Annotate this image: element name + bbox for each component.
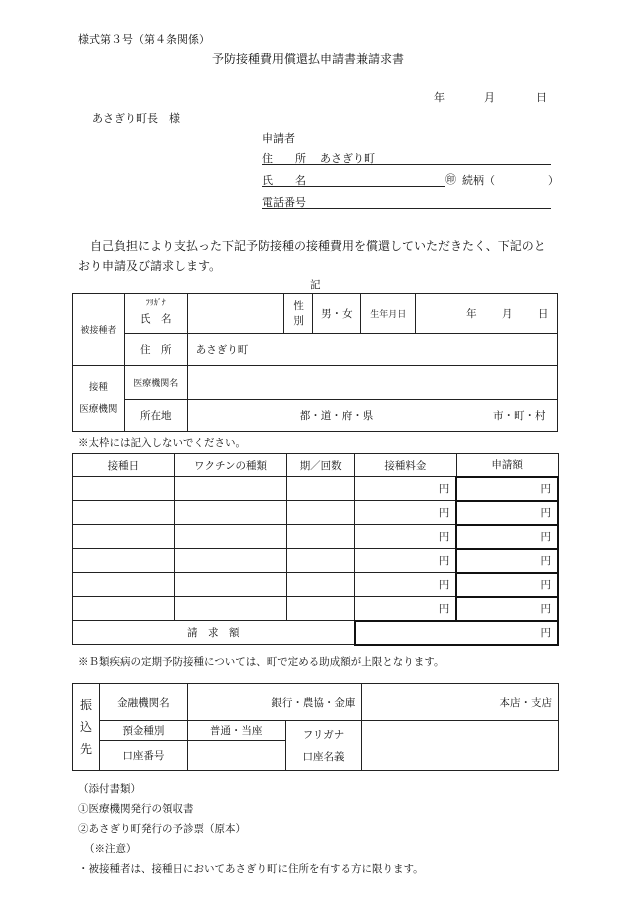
vaccine-cell[interactable] — [174, 501, 287, 525]
prefecture-options: 都・道・府・県 — [299, 410, 374, 422]
recipient-label-cell — [73, 294, 125, 366]
address-label-cell — [124, 334, 187, 366]
furigana-name-label-cell — [124, 294, 187, 334]
account-number-input-cell[interactable] — [187, 741, 285, 771]
yen-unit: 円 — [438, 579, 450, 591]
date-day: 日 — [536, 91, 547, 104]
intro-line-2: おり申請及び請求します。 — [78, 259, 222, 273]
dob-year: 年 — [466, 308, 477, 320]
transfer-side-label — [73, 684, 100, 771]
sex-label-cell — [284, 294, 313, 334]
ki-mark: 記 — [310, 279, 321, 291]
side-label-3: 先 — [79, 742, 92, 756]
bank-table — [72, 683, 559, 771]
table-row — [73, 549, 559, 573]
holder-label-cell — [285, 721, 362, 771]
applicant-name-label: 氏 名 — [262, 174, 306, 187]
vaccine-cell[interactable] — [174, 477, 287, 501]
total-row — [73, 621, 559, 645]
sex-label: 性別 — [293, 299, 304, 327]
location-label-cell — [124, 400, 187, 432]
relation-close: ） — [548, 174, 559, 187]
amount-cell — [456, 477, 558, 501]
side-label-2: 込 — [79, 720, 92, 734]
branch-input-cell[interactable] — [362, 684, 559, 721]
form-number: 様式第３号（第４条関係） — [78, 33, 210, 46]
yen-unit: 円 — [540, 555, 551, 567]
bank-types: 銀行・農協・金庫 — [271, 696, 356, 709]
yen-unit: 円 — [438, 602, 450, 615]
yen-unit: 円 — [438, 531, 450, 543]
furigana-label: ﾌﾘｶﾞﾅ — [145, 298, 166, 307]
clinic-label-2: 医療機関 — [79, 403, 118, 415]
relation-label: 続柄（ — [462, 174, 495, 187]
dose-cell[interactable] — [287, 573, 355, 597]
seal-mark: ㊞ — [445, 173, 456, 186]
yen-unit: 円 — [540, 579, 551, 591]
dose-cell[interactable] — [287, 501, 355, 525]
yen-unit: 円 — [540, 627, 551, 639]
account-type-label-cell — [99, 721, 187, 741]
page-title: 予防接種費用償還払申請書兼請求書 — [212, 52, 405, 66]
intro-line-1: 自己負担により支払った下記予防接種の接種費用を償還していただきたく、下記のと — [90, 239, 546, 253]
date-cell[interactable] — [73, 597, 175, 621]
dose-cell[interactable] — [287, 477, 355, 501]
applicant-address-value: あさぎり町 — [320, 152, 375, 165]
name-label: 氏 名 — [140, 313, 172, 325]
header-date — [73, 454, 175, 477]
date-cell[interactable] — [73, 477, 175, 501]
recipient-address-cell[interactable] — [187, 334, 557, 366]
attachments-heading: （添付書類） — [78, 783, 141, 795]
fee-cell[interactable] — [355, 477, 457, 501]
dose-cell[interactable] — [287, 525, 355, 549]
table-row — [73, 501, 559, 525]
name-input-cell[interactable] — [187, 294, 284, 334]
date-cell[interactable] — [73, 573, 175, 597]
account-type-options: 普通・当座 — [209, 725, 263, 737]
bank-name-label-cell — [99, 684, 187, 721]
attachment-item-2: ②あさぎり町発行の予診票（原本） — [78, 823, 246, 835]
dob-month: 月 — [502, 308, 513, 320]
date-year: 年 — [434, 91, 445, 104]
vaccine-cell[interactable] — [174, 549, 287, 573]
total-amount-cell — [355, 621, 558, 645]
table-row — [73, 525, 559, 549]
bank-name-label: 金融機関名 — [117, 696, 170, 709]
amount-cell — [456, 597, 558, 621]
yen-unit: 円 — [540, 483, 551, 495]
location-input-cell[interactable] — [187, 400, 557, 432]
applicant-phone-label: 電話番号 — [262, 196, 306, 209]
date-cell[interactable] — [73, 501, 175, 525]
clinic-name-label: 医療機関名 — [133, 379, 179, 389]
table-row — [73, 573, 559, 597]
header-vaccine-label: ワクチンの種類 — [193, 459, 267, 472]
note-thick-frame: ※太枠には記入しないでください。 — [78, 437, 246, 449]
amount-cell — [456, 501, 558, 525]
date-month: 月 — [484, 91, 495, 104]
fee-cell[interactable] — [355, 573, 457, 597]
total-label: 請 求 額 — [187, 627, 240, 639]
header-fee — [355, 454, 457, 477]
note-residency: ・被接種者は、接種日においてあさぎり町に住所を有する方に限ります。 — [78, 863, 424, 875]
addressee: あさぎり町長 様 — [92, 112, 180, 125]
holder-furigana-label: フリガナ — [302, 728, 345, 741]
yen-unit: 円 — [438, 483, 450, 495]
sex-options-cell[interactable] — [313, 294, 361, 334]
vaccine-cell[interactable] — [174, 597, 287, 621]
recipient-table — [72, 293, 558, 432]
yen-unit: 円 — [438, 507, 450, 519]
header-amount-label: 申請額 — [491, 459, 523, 472]
dose-cell[interactable] — [287, 597, 355, 621]
table-row — [73, 477, 559, 501]
dob-label: 生年月日 — [370, 310, 407, 320]
account-number-label: 口座番号 — [122, 750, 165, 762]
city-options: 市・町・村 — [493, 410, 546, 422]
fee-cell[interactable] — [355, 549, 457, 573]
clinic-label-cell — [73, 366, 125, 432]
table-row — [73, 597, 559, 621]
date-cell[interactable] — [73, 549, 175, 573]
amount-cell — [456, 573, 558, 597]
account-number-label-cell — [99, 741, 187, 771]
fee-cell[interactable] — [355, 501, 457, 525]
recipient-address-value: あさぎり町 — [195, 344, 249, 356]
dob-day: 日 — [537, 308, 549, 320]
header-dose — [287, 454, 355, 477]
recipient-address-label: 住 所 — [140, 344, 172, 356]
holder-input-cell[interactable] — [362, 721, 559, 771]
fee-cell[interactable] — [355, 597, 457, 621]
applicant-heading: 申請者 — [262, 132, 295, 145]
branch-types: 本店・支店 — [499, 696, 552, 709]
attachment-item-1: ①医療機関発行の領収書 — [78, 803, 194, 815]
yen-unit: 円 — [540, 603, 551, 615]
location-label: 所在地 — [140, 410, 172, 422]
header-amount — [456, 454, 558, 477]
holder-label: 口座名義 — [302, 750, 345, 763]
date-cell[interactable] — [73, 525, 175, 549]
vaccine-table — [72, 453, 559, 646]
recipient-label: 被接種者 — [80, 326, 117, 336]
side-label-1: 振 — [79, 698, 92, 712]
note-b-disease: ※Ｂ類疾病の定期予防接種については、町で定める助成額が上限となります。 — [78, 656, 445, 668]
dose-cell[interactable] — [287, 549, 355, 573]
total-label-cell — [73, 621, 355, 645]
header-vaccine — [174, 454, 287, 477]
sex-options: 男・女 — [321, 308, 353, 320]
applicant-address-label: 住 所 — [262, 152, 306, 165]
fee-cell[interactable] — [355, 525, 457, 549]
clinic-label-1: 接種 — [88, 381, 108, 393]
account-type-label: 預金種別 — [122, 725, 165, 737]
header-dose-label: 期／回数 — [299, 459, 342, 472]
header-fee-label: 接種料金 — [384, 459, 427, 472]
amount-cell — [456, 525, 558, 549]
header-date-label: 接種日 — [107, 459, 140, 472]
clinic-name-input-cell[interactable] — [187, 366, 557, 400]
dob-input-cell[interactable] — [416, 294, 558, 334]
vaccine-cell[interactable] — [174, 525, 287, 549]
yen-unit: 円 — [540, 531, 551, 543]
account-type-cell[interactable] — [187, 721, 285, 741]
yen-unit: 円 — [540, 507, 551, 519]
vaccine-cell[interactable] — [174, 573, 287, 597]
bank-name-input-cell[interactable] — [187, 684, 362, 721]
amount-cell — [456, 549, 558, 573]
notes-heading: （※注意） — [84, 843, 137, 855]
yen-unit: 円 — [438, 555, 450, 567]
dob-label-cell — [361, 294, 416, 334]
clinic-name-label-cell — [124, 366, 187, 400]
